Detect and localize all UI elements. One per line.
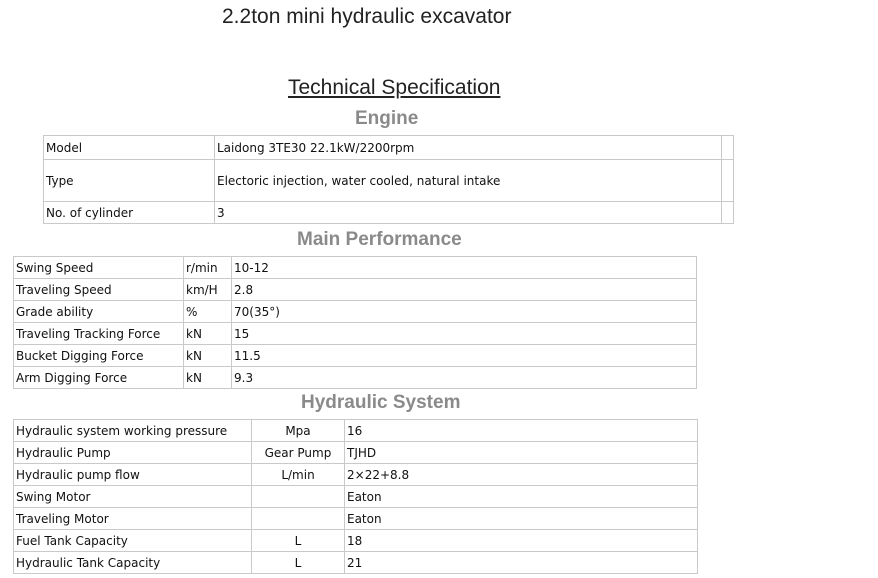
hydraulic-unit-cell: L <box>252 552 345 574</box>
hydraulic-unit-cell: L/min <box>252 464 345 486</box>
table-row <box>14 420 698 442</box>
engine-spacer-cell <box>722 202 734 224</box>
performance-value-cell: 15 <box>232 323 697 345</box>
page-title: 2.2ton mini hydraulic excavator <box>222 5 512 28</box>
performance-section-title: Main Performance <box>297 229 462 250</box>
performance-value-cell: 2.8 <box>232 279 697 301</box>
table-row <box>44 160 734 202</box>
performance-label-cell: Arm Digging Force <box>14 367 184 389</box>
performance-unit-cell: kN <box>184 345 232 367</box>
engine-value-cell: 3 <box>215 202 722 224</box>
performance-label-cell: Swing Speed <box>14 257 184 279</box>
hydraulic-label-cell: Hydraulic Pump <box>14 442 252 464</box>
performance-label-cell: Bucket Digging Force <box>14 345 184 367</box>
hydraulic-unit-cell <box>252 508 345 530</box>
hydraulic-value-cell: 21 <box>345 552 698 574</box>
table-row <box>14 508 698 530</box>
performance-label-cell: Grade ability <box>14 301 184 323</box>
hydraulic-label-cell: Hydraulic pump flow <box>14 464 252 486</box>
hydraulic-section-title: Hydraulic System <box>301 392 461 413</box>
spec-heading: Technical Specification <box>288 76 501 99</box>
performance-unit-cell: % <box>184 301 232 323</box>
engine-label-cell: Type <box>44 160 215 202</box>
engine-value-cell: Laidong 3TE30 22.1kW/2200rpm <box>215 136 722 160</box>
performance-value-cell: 9.3 <box>232 367 697 389</box>
engine-spacer-cell <box>722 136 734 160</box>
table-row <box>14 530 698 552</box>
table-row <box>44 136 734 160</box>
performance-unit-cell: km/H <box>184 279 232 301</box>
hydraulic-unit-cell: Gear Pump <box>252 442 345 464</box>
engine-table <box>43 135 734 224</box>
hydraulic-value-cell: 16 <box>345 420 698 442</box>
hydraulic-value-cell: Eaton <box>345 508 698 530</box>
table-row <box>14 345 697 367</box>
hydraulic-value-cell: Eaton <box>345 486 698 508</box>
hydraulic-value-cell: 2×22+8.8 <box>345 464 698 486</box>
engine-value-cell: Electoric injection, water cooled, natural intake <box>215 160 722 202</box>
performance-value-cell: 11.5 <box>232 345 697 367</box>
hydraulic-label-cell: Traveling Motor <box>14 508 252 530</box>
table-row <box>14 367 697 389</box>
hydraulic-label-cell: Fuel Tank Capacity <box>14 530 252 552</box>
table-row <box>14 323 697 345</box>
table-row <box>14 279 697 301</box>
performance-label-cell: Traveling Speed <box>14 279 184 301</box>
hydraulic-unit-cell: L <box>252 530 345 552</box>
table-row <box>14 442 698 464</box>
engine-spacer-cell <box>722 160 734 202</box>
performance-table <box>13 256 697 389</box>
engine-label-cell: No. of cylinder <box>44 202 215 224</box>
hydraulic-value-cell: 18 <box>345 530 698 552</box>
table-row <box>14 486 698 508</box>
table-row <box>44 202 734 224</box>
performance-unit-cell: kN <box>184 323 232 345</box>
table-row <box>14 301 697 323</box>
performance-unit-cell: r/min <box>184 257 232 279</box>
hydraulic-unit-cell: Mpa <box>252 420 345 442</box>
performance-label-cell: Traveling Tracking Force <box>14 323 184 345</box>
hydraulic-unit-cell <box>252 486 345 508</box>
hydraulic-label-cell: Hydraulic Tank Capacity <box>14 552 252 574</box>
engine-section-title: Engine <box>355 108 419 129</box>
hydraulic-value-cell: TJHD <box>345 442 698 464</box>
hydraulic-table <box>13 419 698 574</box>
hydraulic-label-cell: Hydraulic system working pressure <box>14 420 252 442</box>
engine-label-cell: Model <box>44 136 215 160</box>
table-row <box>14 552 698 574</box>
table-row <box>14 257 697 279</box>
table-row <box>14 464 698 486</box>
performance-unit-cell: kN <box>184 367 232 389</box>
hydraulic-label-cell: Swing Motor <box>14 486 252 508</box>
performance-value-cell: 10-12 <box>232 257 697 279</box>
performance-value-cell: 70(35°) <box>232 301 697 323</box>
